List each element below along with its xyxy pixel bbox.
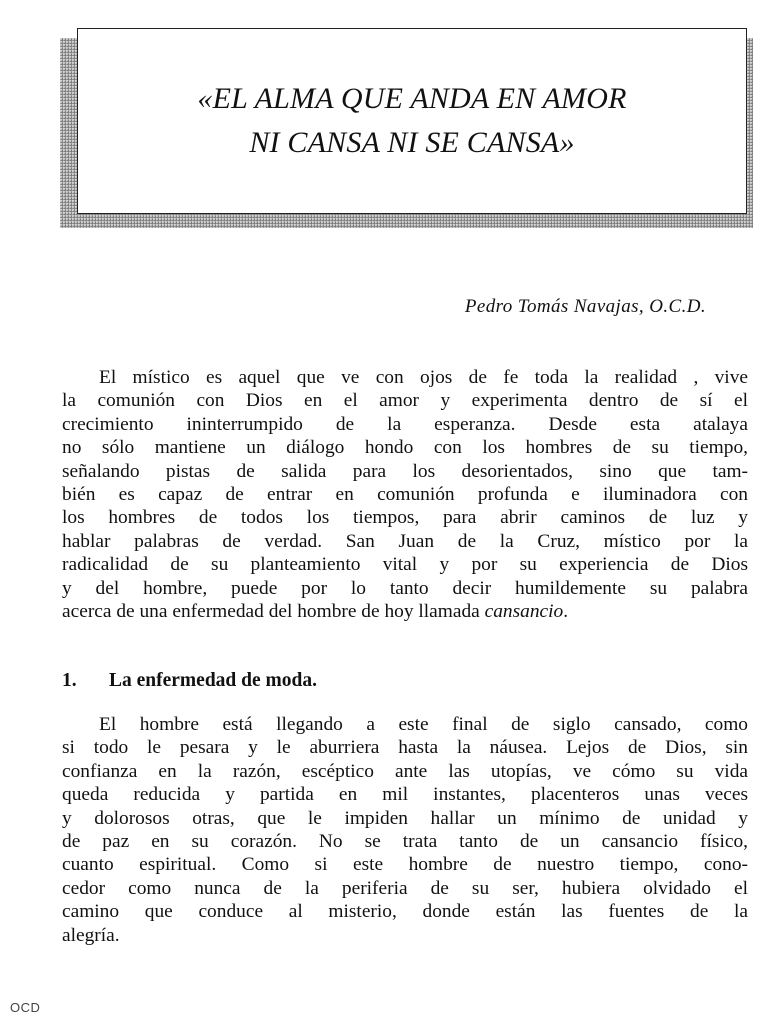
- intro-paragraph: [62, 366, 748, 623]
- section-heading: [62, 670, 317, 692]
- last-line-prefix: acerca de una enfermedad del hombre de hoy llamada: [62, 601, 485, 623]
- paragraph-line: y dolorosos otras, que le impiden hallar un mínimo de unidad y: [62, 807, 748, 829]
- paragraph-line: de paz en su corazón. No se trata tanto de un cansancio físico,: [62, 831, 748, 853]
- paragraph-line: y del hombre, puede por lo tanto decir humildemente su palabra: [62, 577, 748, 599]
- paragraph-last-line: [62, 600, 748, 623]
- paragraph-line: El místico es aquel que ve con ojos de fe toda la realidad , vive: [99, 367, 748, 388]
- title-line-2: NI CANSA NI SE CANSA»: [249, 126, 575, 159]
- paragraph-line: cuanto espiritual. Como si este hombre de nuestro tiempo, cono-: [62, 854, 748, 876]
- last-line-suffix: .: [563, 601, 569, 623]
- paragraph-line: si todo le pesara y le aburriera hasta la náusea. Lejos de Dios, sin: [62, 737, 748, 759]
- title-line-1: «EL ALMA QUE ANDA EN AMOR: [197, 82, 627, 115]
- title-box: [77, 28, 747, 214]
- paragraph-line: radicalidad de su planteamiento vital y por su experiencia de Dios: [62, 554, 748, 576]
- paragraph-line: los hombres de todos los tiempos, para abrir caminos de luz y: [62, 507, 748, 529]
- section-number: 1.: [62, 670, 77, 691]
- paragraph-line: hablar palabras de verdad. San Juan de la Cruz, místico por la: [62, 530, 748, 552]
- italic-term: cansancio: [484, 601, 564, 623]
- paragraph-line: crecimiento ininterrumpido de la esperanza. Desde esta atalaya: [62, 413, 748, 435]
- paragraph-line: confianza en la razón, escéptico ante las utopías, ve cómo su vida: [62, 760, 748, 782]
- section-paragraph: [62, 713, 748, 947]
- paragraph-last-line: alegría.: [62, 924, 120, 946]
- paragraph-line: queda reducida y partida en mil instantes, placenteros unas veces: [62, 784, 748, 806]
- paragraph-line: El hombre está llegando a este final de siglo cansado, como: [99, 714, 748, 735]
- section-title: La enfermedad de moda.: [109, 670, 317, 691]
- footer-label: OCD: [10, 1000, 41, 1015]
- paragraph-line: bién es capaz de entrar en comunión profunda e iluminadora con: [62, 484, 748, 506]
- paragraph-line: camino que conduce al misterio, donde están las fuentes de la: [62, 901, 748, 923]
- paragraph-line: la comunión con Dios en el amor y experimenta dentro de sí el: [62, 390, 748, 412]
- paragraph-line: no sólo mantiene un diálogo hondo con los hombres de su tiempo,: [62, 437, 748, 459]
- paragraph-line: señalando pistas de salida para los desorientados, sino que tam-: [62, 460, 748, 482]
- author-byline: Pedro Tomás Navajas, O.C.D.: [464, 296, 706, 317]
- paragraph-line: cedor como nunca de la periferia de su ser, hubiera olvidado el: [62, 877, 748, 899]
